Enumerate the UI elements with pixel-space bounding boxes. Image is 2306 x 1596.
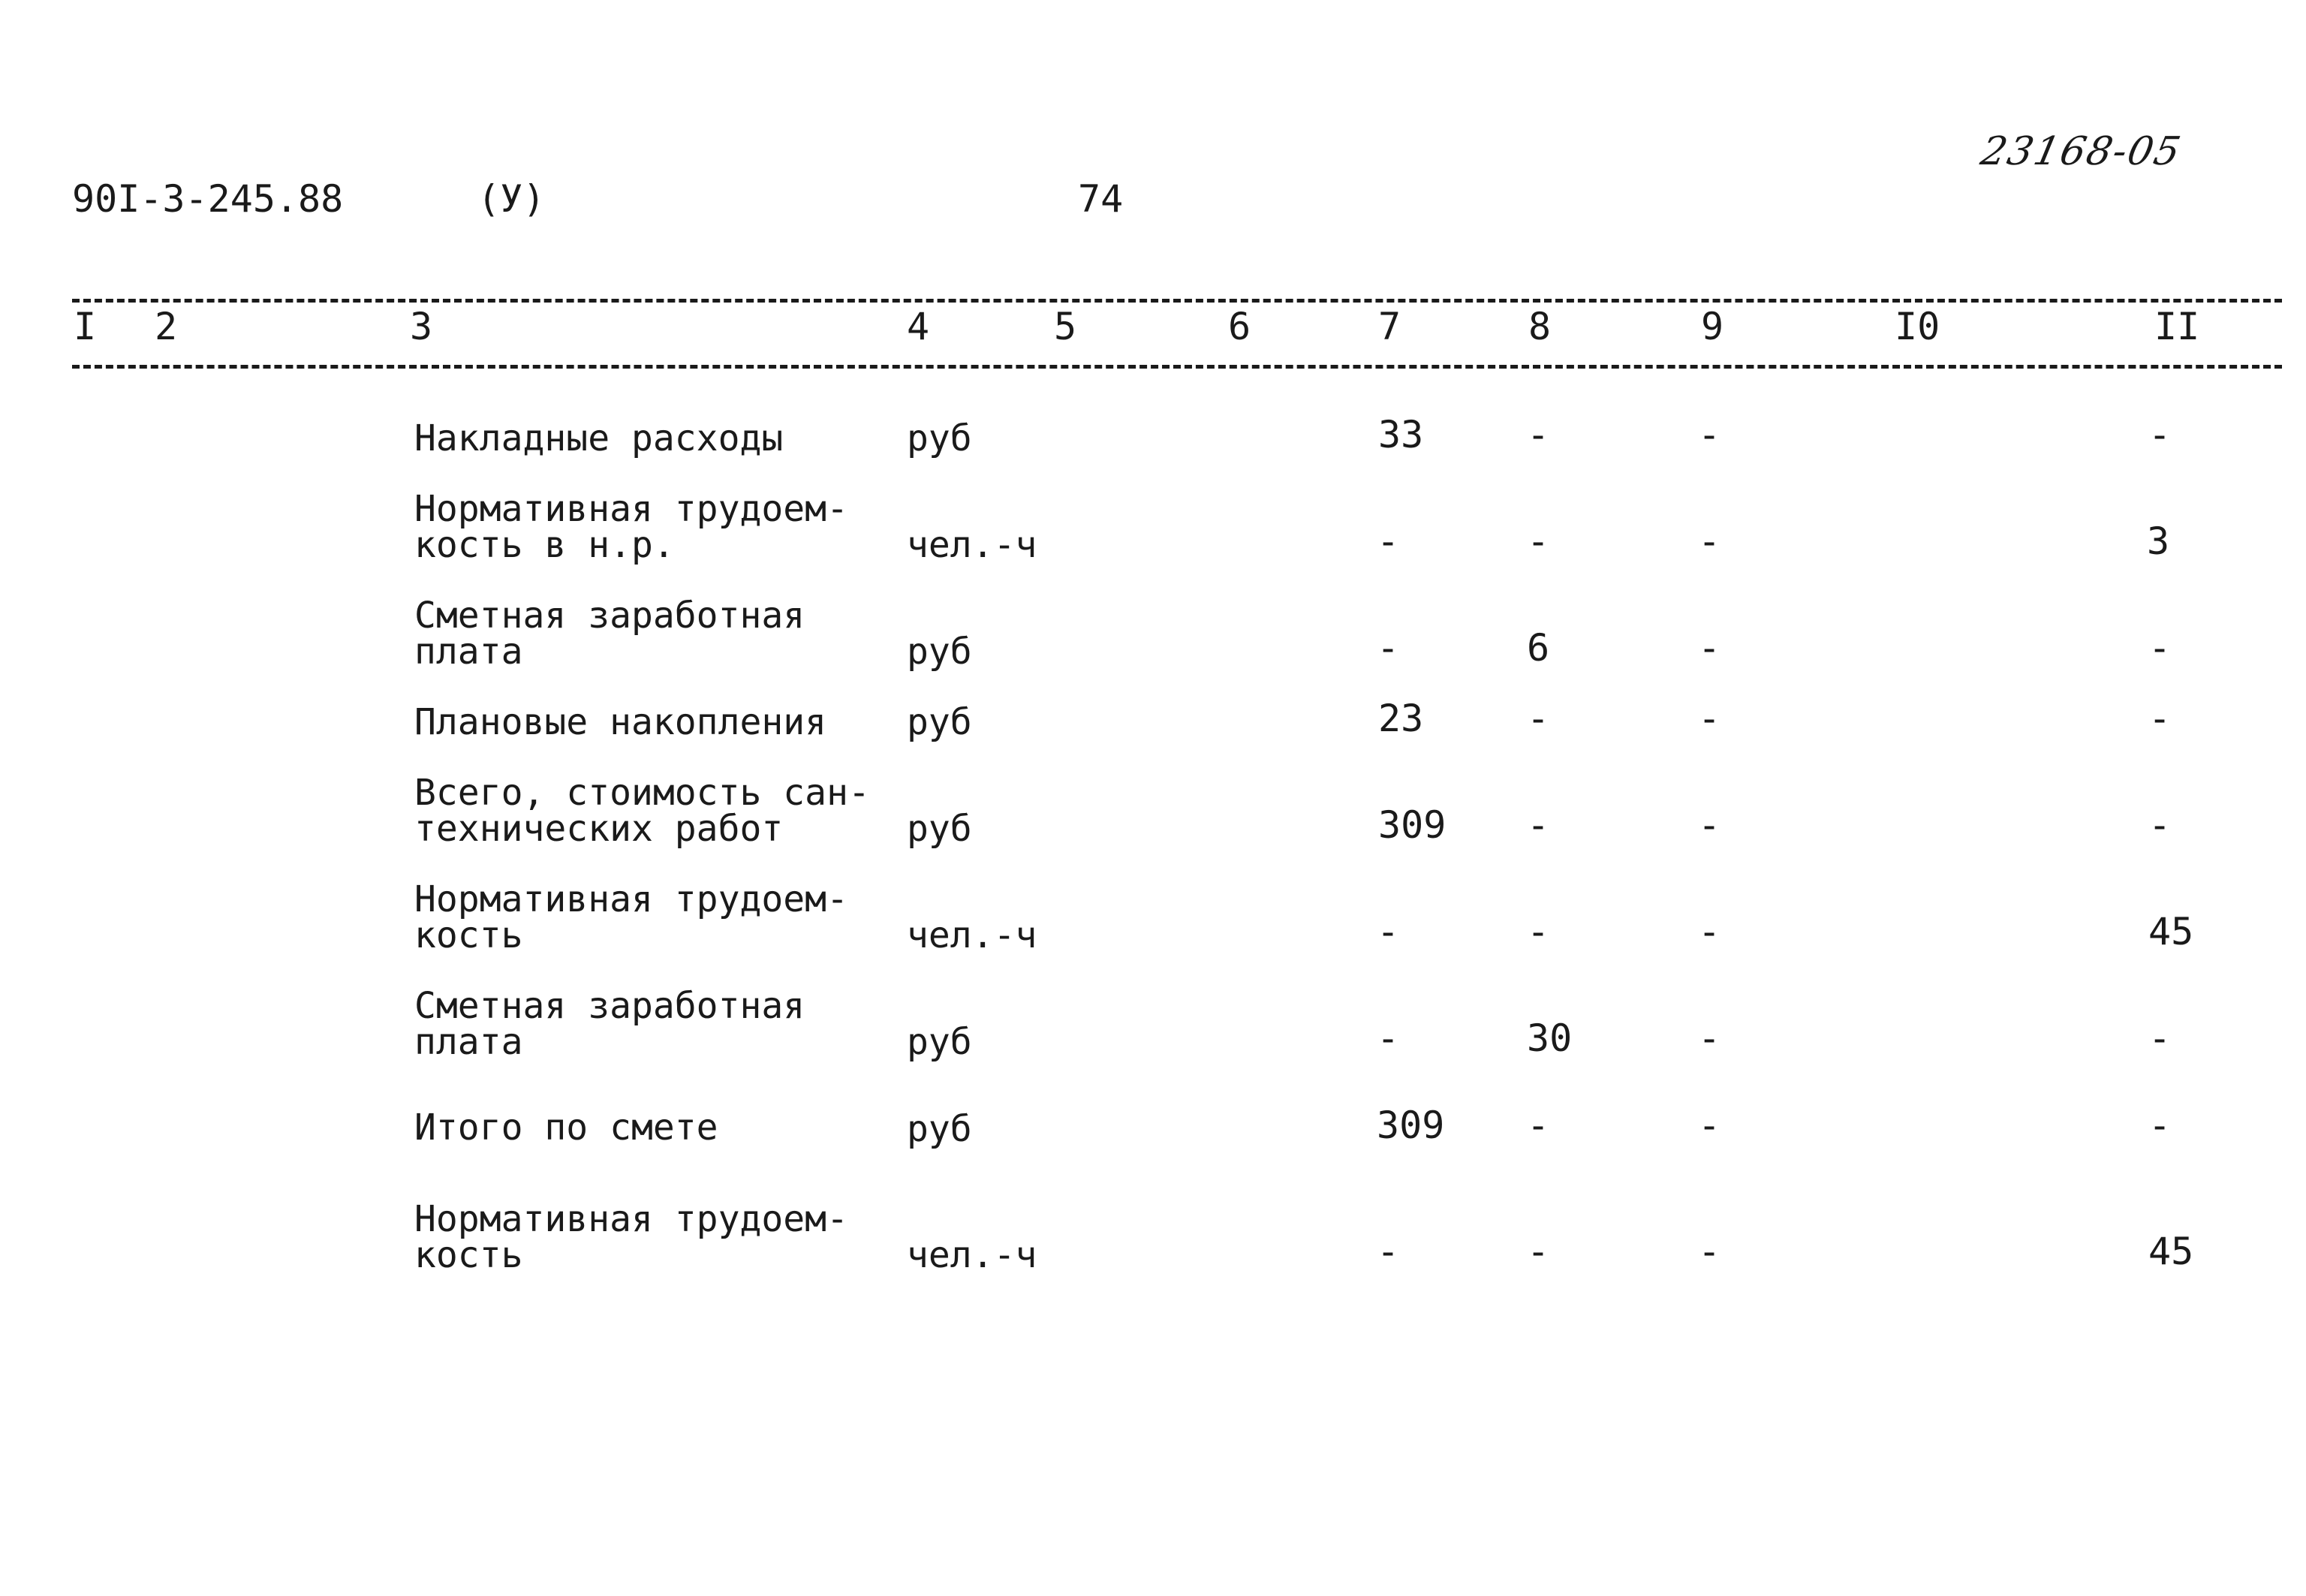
cell-col9: -	[1698, 1016, 1721, 1060]
cell-col9: -	[1698, 413, 1721, 456]
cell-col11: 3	[2147, 519, 2170, 563]
column-header: 8	[1528, 305, 1552, 348]
cell-col8: -	[1527, 910, 1550, 953]
row-unit: чел.-ч	[907, 914, 1037, 956]
column-header: I0	[1895, 305, 1940, 348]
cell-col7: -	[1377, 1016, 1400, 1060]
handwritten-reference: 23168-05	[1976, 129, 2186, 174]
cell-col8: 6	[1527, 626, 1550, 670]
row-label: Плановые накопления	[414, 701, 827, 743]
row-label: Нормативная трудоем-	[414, 1198, 848, 1240]
row-label: Всего, стоимость сан-	[414, 772, 870, 814]
row-label-continued: плата	[414, 631, 523, 673]
column-header: 7	[1378, 305, 1401, 348]
row-label-continued: технических работ	[414, 808, 784, 850]
cell-col11: -	[2148, 413, 2172, 456]
column-header: 3	[410, 305, 433, 348]
row-label: Сметная заработная	[414, 595, 805, 637]
header-rule-bottom	[72, 365, 2282, 369]
cell-col9: -	[1698, 1104, 1721, 1147]
column-header: II	[2154, 305, 2200, 348]
document-code: 90I-3-245.88	[72, 177, 344, 221]
row-label-continued: плата	[414, 1021, 523, 1063]
column-header: 6	[1228, 305, 1251, 348]
cell-col7: 23	[1378, 697, 1424, 740]
row-unit: руб	[907, 701, 972, 743]
cell-col11: -	[2148, 626, 2172, 670]
row-label-continued: кость в н.р.	[414, 524, 675, 566]
row-unit: руб	[907, 1108, 972, 1150]
cell-col9: -	[1698, 1230, 1721, 1273]
row-label: Сметная заработная	[414, 985, 805, 1027]
column-header: 4	[907, 305, 930, 348]
cell-col8: -	[1527, 1230, 1550, 1273]
row-label: Нормативная трудоем-	[414, 488, 848, 530]
row-unit: руб	[907, 808, 972, 850]
cell-col8: -	[1527, 1104, 1550, 1147]
column-header: 2	[155, 305, 178, 348]
cell-col9: -	[1698, 697, 1721, 740]
page-number: 74	[1078, 177, 1124, 221]
column-header: I	[74, 305, 97, 348]
cell-col11: 45	[2148, 910, 2194, 953]
document-mark: (У)	[477, 177, 546, 221]
row-label-continued: кость	[414, 914, 523, 956]
cell-col11: -	[2148, 1104, 2172, 1147]
cell-col9: -	[1698, 803, 1721, 847]
row-label: Нормативная трудоем-	[414, 878, 848, 920]
cell-col11: -	[2148, 803, 2172, 847]
cell-col7: 309	[1378, 803, 1447, 847]
column-header: 5	[1054, 305, 1077, 348]
cell-col8: -	[1527, 519, 1550, 563]
cell-col7: -	[1377, 1230, 1400, 1273]
row-unit: чел.-ч	[907, 1234, 1037, 1276]
row-unit: руб	[907, 1021, 972, 1063]
cell-col11: 45	[2148, 1230, 2194, 1273]
cell-col9: -	[1698, 626, 1721, 670]
row-label: Накладные расходы	[414, 417, 784, 459]
cell-col7: -	[1377, 519, 1400, 563]
cell-col7: -	[1377, 626, 1400, 670]
column-header: 9	[1701, 305, 1724, 348]
cell-col9: -	[1698, 519, 1721, 563]
row-label: Итого по смете	[414, 1107, 718, 1149]
cell-col11: -	[2148, 697, 2172, 740]
row-label-continued: кость	[414, 1234, 523, 1276]
cell-col9: -	[1698, 910, 1721, 953]
cell-col8: 30	[1527, 1016, 1573, 1060]
cell-col7: 309	[1377, 1104, 1445, 1147]
cell-col11: -	[2148, 1016, 2172, 1060]
header-rule-top	[72, 299, 2282, 303]
cell-col7: 33	[1378, 413, 1424, 456]
row-unit: чел.-ч	[907, 524, 1037, 566]
row-unit: руб	[907, 631, 972, 673]
cell-col8: -	[1527, 413, 1550, 456]
cell-col8: -	[1527, 697, 1550, 740]
cell-col7: -	[1377, 910, 1400, 953]
cell-col8: -	[1527, 803, 1550, 847]
row-unit: руб	[907, 417, 972, 459]
